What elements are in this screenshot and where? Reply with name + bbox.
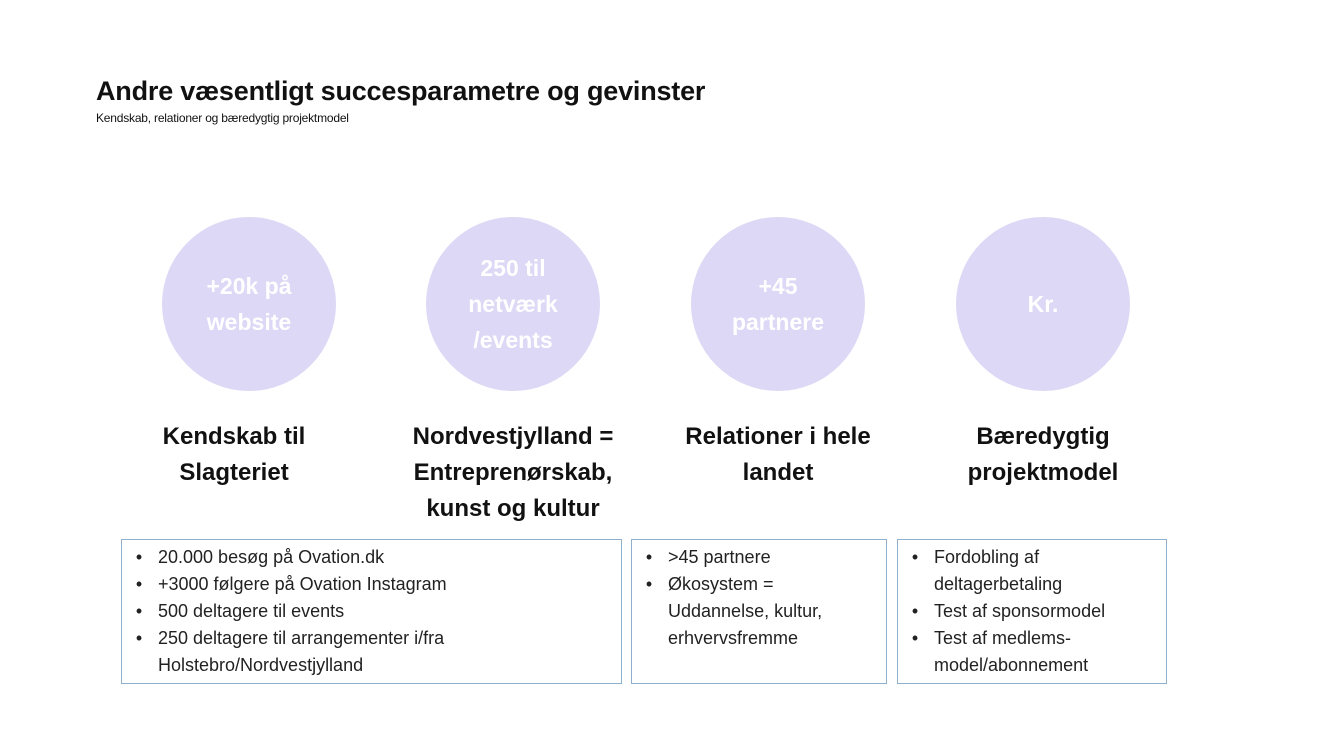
list-item-text: Fordobling af deltagerbetaling (934, 547, 1063, 594)
slide-subtitle: Kendskab, relationer og bæredygtig projektmodel (96, 111, 349, 125)
list-item (908, 544, 1156, 598)
bullet-list (908, 544, 1156, 679)
bullet-icon: • (135, 574, 143, 594)
bullet-icon: • (645, 547, 653, 567)
list-item (642, 571, 876, 652)
list-item (908, 625, 1156, 679)
bullet-icon: • (135, 628, 143, 648)
list-item-text: 250 deltagere til arrangementer i/fra Holstebro/Nordvestjylland (158, 628, 445, 675)
list-item (132, 598, 611, 625)
metric-circle-label: +20k på website (206, 273, 292, 335)
column-heading-projektmodel: Bæredygtig projektmodel (967, 423, 1119, 486)
bullet-icon: • (911, 628, 919, 648)
metric-circle-events (426, 217, 600, 391)
bullet-icon: • (135, 547, 143, 567)
metric-circle-money (956, 217, 1130, 391)
list-item (132, 544, 611, 571)
metric-circle-label: Kr. (1027, 291, 1059, 317)
list-item (642, 544, 876, 571)
column-heading-nordvestjylland: Nordvestjylland = Entreprenørskab, kunst og kultur (412, 423, 614, 522)
bullet-icon: • (135, 601, 143, 621)
bullet-list (642, 544, 876, 652)
bullet-icon: • (911, 601, 919, 621)
slide-title: Andre væsentligt succesparametre og gevinster (96, 76, 706, 106)
metric-circle-partners (691, 217, 865, 391)
bullet-box-projektmodel (897, 539, 1167, 684)
bullet-icon: • (645, 574, 653, 594)
list-item (132, 571, 611, 598)
metric-circle-label: +45 partnere (731, 273, 825, 335)
metric-circle-website (162, 217, 336, 391)
list-item-text: Test af medlems- model/abonnement (934, 628, 1089, 675)
list-item (908, 598, 1156, 625)
list-item-text: >45 partnere (668, 547, 771, 567)
list-item (132, 625, 611, 679)
metric-circle-label: 250 til netværk /events (468, 255, 558, 353)
bullet-icon: • (911, 547, 919, 567)
list-item-text: 500 deltagere til events (158, 601, 345, 621)
list-item-text: Økosystem = Uddannelse, kultur, erhvervsfremme (668, 574, 823, 648)
list-item-text: +3000 følgere på Ovation Instagram (158, 574, 447, 594)
column-heading-kendskab: Kendskab til Slagteriet (162, 423, 306, 486)
column-heading-relationer: Relationer i hele landet (685, 423, 871, 486)
bullet-box-kendskab (121, 539, 622, 684)
list-item-text: 20.000 besøg på Ovation.dk (158, 547, 385, 567)
bullet-box-relationer (631, 539, 887, 684)
bullet-list (132, 544, 611, 679)
list-item-text: Test af sponsormodel (934, 601, 1106, 621)
